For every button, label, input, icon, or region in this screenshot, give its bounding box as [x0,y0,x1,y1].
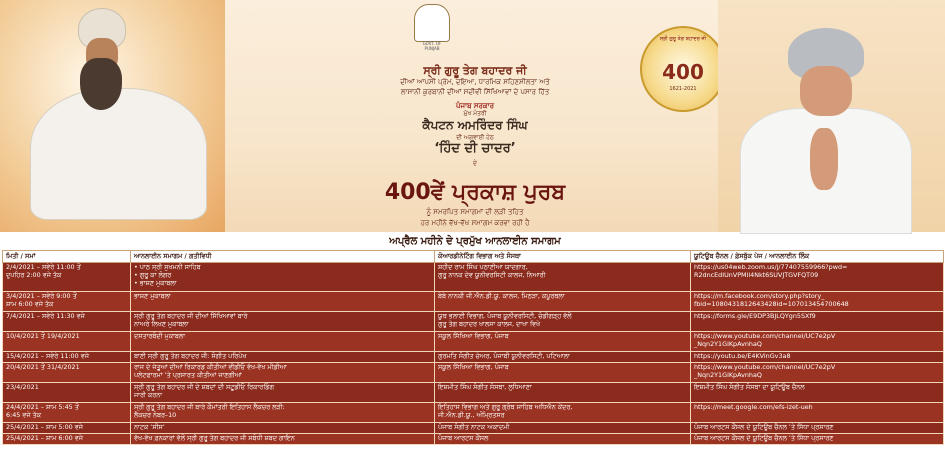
table-row [3,423,944,434]
cm-portrait [718,0,945,232]
events-table [2,250,944,445]
cell-date: 25/4/2021 – ਸ਼ਾਮ 6:00 ਵਜੇ [3,434,131,445]
table-row [3,403,944,423]
cell-organizer: ਸਕੂਲ ਸਿੱਖਿਆ ਵਿਭਾਗ, ਪੰਜਾਬ [435,332,691,352]
emblem-number: 400 [662,60,704,84]
cell-link: ਪੰਜਾਬ ਆਰਟਸ ਕੌਂਸਲ ਦੇ ਯੂਟਿਊਬ ਚੈਨਲ ’ਤੇ ਸਿੱਧਾ ਪ੍ਰਸਾਰਣ [691,423,944,434]
cell-organizer: ਇਤਿਹਾਸ ਵਿਭਾਗ ਅਤੇ ਗੁਰੂ ਗ੍ਰੰਥ ਸਾਹਿਬ ਅਧਿਐਨ ਕੇਂਦਰ, ਜੀ.ਐਨ.ਡੀ.ਯੂ., ਅੰਮ੍ਰਿਤਸਰ [435,403,691,423]
govt: ਪੰਜਾਬ ਸਰਕਾਰ [455,102,494,110]
cell-event: ਰਾਜ ਦੇ ਜੇਤੂਆਂ ਦੀਆਂ ਰਿਕਾਰਡ ਕੀਤੀਆਂ ਵੀਡੀਓ ਵੱਖ-ਵੱਖ ਮੀਡੀਆ ਪਲੇਟਫਾਰਮਾਂ ’ਤੇ ਪ੍ਰਸਾਰਤ ਕੀਤੀਆਂ ਜਾਣਗੀਆਂ [131,363,435,383]
emblem-caption: GOVT. OF PUNJAB [422,41,442,51]
cell-link: ਪੰਜਾਬ ਆਰਟਸ ਕੌਂਸਲ ਦੇ ਯੂਟਿਊਬ ਚੈਨਲ ’ਤੇ ਸਿੱਧਾ ਪ੍ਰਸਾਰਣ [691,434,944,445]
cell-link: ਇਸ਼ਮੀਤ ਸਿੰਘ ਸੰਗੀਤ ਸੰਸਥਾ ਦਾ ਯੂਟਿਊਬ ਚੈਨਲ [691,383,944,403]
header-event: ਆਨਲਾਈਨ ਸਮਾਗਮ / ਗਤੀਵਿਧੀ [131,251,435,263]
cell-event: • ਪਾਠ ਸ੍ਰੀ ਸੁਖਮਨੀ ਸਾਹਿਬ • ਗੁਰੂ ਕਾ ਲੰਗਰ • ਭਾਸ਼ਣ ਮੁਕਾਬਲਾ [131,263,435,292]
cell-date: 2/4/2021 – ਸਵੇਰੇ 11:00 ਤੋਂ ਦੁਪਹਿਰ 2:00 ਵਜੇ ਤੱਕ [3,263,131,292]
cell-event: ਬਾਣੀ ਸ੍ਰੀ ਗੁਰੂ ਤੇਗ ਬਹਾਦਰ ਜੀ: ਸੰਗੀਤ ਪਰਿਪੇਖ [131,352,435,363]
table-row [3,352,944,363]
cell-date: 7/4/2021 – ਸਵੇਰੇ 11:30 ਵਜੇ [3,312,131,332]
cell-event: ਭਾਸ਼ਣ ਮੁਕਾਬਲਾ [131,292,435,312]
cell-event: ਸ੍ਰੀ ਗੁਰੂ ਤੇਗ ਬਹਾਦਰ ਜੀ ਬਾਰੇ ਕੌਮਾਂਤਰੀ ਇਤਿਹਾਸ ਲੈਕਚਰ ਲੜੀ: ਲੈਕਚਰ ਨੰਬਰ–10 [131,403,435,423]
guru-portrait [0,0,225,232]
table-row [3,383,944,403]
cell-date: 3/4/2021 – ਸਵੇਰੇ 9:00 ਤੋਂ ਸ਼ਾਮ 6:00 ਵਜੇ ਤੱਕ [3,292,131,312]
emblem-top: ਸ੍ਰੀ ਗੁਰੂ ਤੇਗ ਬਹਾਦਰ ਜੀ [659,36,707,42]
cm-name: ਕੈਪਟਨ ਅਮਰਿੰਦਰ ਸਿੰਘ [422,118,528,132]
cell-event: ਨਾਟਕ ‘ਸੀਸ’ [131,423,435,434]
cell-organizer: ਬੇਬੇ ਨਾਨਕੀ ਜੀ.ਐਨ.ਡੀ.ਯੂ. ਕਾਲਜ, ਮਿਠੜਾ, ਕਪੂਰਥਲਾ [435,292,691,312]
beard-shape [80,58,122,110]
folded-hands-shape [810,128,838,190]
cm-title: ਮੁੱਖ ਮੰਤਰੀ [463,110,487,117]
cell-organizer: ਸ਼ਹੀਦ ਰਾਮ ਸਿੰਘ ਪਠਾਣੀਆ ਯਾਦਗਾਰ, ਗੁਰੂ ਨਾਨਕ ਦੇਵ ਯੂਨੀਵਰਸਿਟੀ ਕਾਲਜ, ਨਿਆਰੀ [435,263,691,292]
cell-organizer: ਇਸ਼ਮੀਤ ਸਿੰਘ ਸੰਗੀਤ ਸੰਸਥਾ, ਲੁਧਿਆਣਾ [435,383,691,403]
face-shape [800,66,852,116]
cell-organizer: ਪੰਜਾਬ ਸੰਗੀਤ ਨਾਟਕ ਅਕਾਦਮੀ [435,423,691,434]
cell-event: ਵੱਖ-ਵੱਖ ਫ਼ਨਕਾਰਾਂ ਵੱਲੋਂ ਸ੍ਰੀ ਗੁਰੂ ਤੇਗ ਬਹਾਦਰ ਜੀ ਸਬੰਧੀ ਸ਼ਬਦ ਗਾਇਨ [131,434,435,445]
cell-link[interactable]: https://us04web.zoom.us/j/77407559966?pwd= R2dncEdIUnVPMll4Nkt6SUVJTGVFQT09 [691,263,944,292]
cell-date: 15/4/2021 – ਸਵੇਰੇ 11:00 ਵਜੇ [3,352,131,363]
cell-link[interactable]: https://youtu.be/E4KVinGv3a8 [691,352,944,363]
table-row [3,292,944,312]
leadership: ਦੀ ਅਗਵਾਈ ਹੇਠ [456,134,494,141]
line1: ਦੀਆਂ ਆਪਸੀ ਪ੍ਰੇਮ, ਦਇਆ, ਧਾਰਮਿਕ ਸਹਿਣਸ਼ੀਲਤਾ ਅਤੇ [400,78,550,86]
cell-date: 25/4/2021 – ਸ਼ਾਮ 5:00 ਵਜੇ [3,423,131,434]
line3: ਨੂੰ ਸਮਰਪਿਤ ਸਮਾਗਮਾਂ ਦੀ ਲੜੀ ਤਹਿਤ [426,208,524,216]
cell-date: 10/4/2021 ਤੋਂ 19/4/2021 [3,332,131,352]
cell-link[interactable]: https://www.youtube.com/channel/UC7e2pV _Nqn2Y1GlKpAvnhaQ [691,332,944,352]
cell-date: 23/4/2021 [3,383,131,403]
table-row [3,332,944,352]
table-row [3,363,944,383]
de: ਦੇ [473,160,477,167]
header-date: ਮਿਤੀ / ਸਮਾਂ [3,251,131,263]
cell-event: ਸ੍ਰੀ ਗੁਰੂ ਤੇਗ ਬਹਾਦਰ ਜੀ ਦੀਆਂ ਸਿੱਖਿਆਵਾਂ ਬਾਰੇ ਨਾਅਰੇ ਲਿਖਣ ਮੁਕਾਬਲਾ [131,312,435,332]
cell-organizer: ਸਕੂਲ ਸਿੱਖਿਆ ਵਿਭਾਗ, ਪੰਜਾਬ [435,363,691,383]
cell-organizer: ਪੰਜਾਬ ਆਰਟਸ ਕੌਂਸਲ [435,434,691,445]
subtitle: ਅਪ੍ਰੈਲ ਮਹੀਨੇ ਦੇ ਪ੍ਰਮੁੱਖ ਆਨਲਾਈਨ ਸਮਾਗਮ [389,236,561,247]
hind-di-chadar: ‘ਹਿੰਦ ਦੀ ਚਾਦਰ’ [434,141,516,156]
line2: ਲਾਸਾਨੀ ਕੁਰਬਾਨੀ ਦੀਆਂ ਸਦੀਵੀ ਸਿੱਖਿਆਵਾਂ ਦੇ ਪਸਾਰ ਹਿੱਤ [400,88,550,96]
table-row [3,434,944,445]
cell-link[interactable]: https://meet.google.com/efs-izet-ueh [691,403,944,423]
cell-organizer: ਗੁਰਮਤਿ ਸੰਗੀਤ ਚੇਅਰ, ਪੰਜਾਬੀ ਯੂਨੀਵਰਸਿਟੀ, ਪਟਿਆਲਾ [435,352,691,363]
cell-date: 20/4/2021 ਤੋਂ 31/4/2021 [3,363,131,383]
purab-heading: 400ਵੇਂ ਪ੍ਰਕਾਸ਼ ਪੁਰਬ [384,180,566,205]
cell-date: 24/4/2021 – ਸ਼ਾਮ 5:45 ਤੋਂ 6:45 ਵਜੇ ਤੱਕ [3,403,131,423]
cell-link[interactable]: https://www.youtube.com/channel/UC7e2pV _Nqn2Y1GlKpAvnhaQ [691,363,944,383]
anniversary-emblem [640,26,726,112]
cell-link[interactable]: https://forms.gle/E9DP3BJLQYgn5SXf9 [691,312,944,332]
cell-event: ਸ੍ਰੀ ਗੁਰੂ ਤੇਗ ਬਹਾਦਰ ਜੀ ਦੇ ਸ਼ਬਦਾਂ ਦੀ ਸਟੂਡੀਓ ਰਿਕਾਰਡਿੰਗ ਜਾਰੀ ਕਰਨਾ [131,383,435,403]
emblem-years: 1621-2021 [669,86,697,92]
table-header-row [3,251,944,263]
line4: ਹਰ ਮਹੀਨੇ ਵੱਖ-ਵੱਖ ਸਮਾਗਮ ਕਰਵਾ ਰਹੀ ਹੈ [420,219,530,227]
robe-shape [30,88,207,220]
header-link: ਯੂਟਿਊਬ ਚੈਨਲ / ਫ਼ੇਸਬੁੱਕ ਪੇਜ / ਆਨਲਾਈਨ ਲਿੰਕ [691,251,944,263]
cell-organizer: ਯੂਥ ਭਲਾਈ ਵਿਭਾਗ, ਪੰਜਾਬ ਯੂਨੀਵਰਸਿਟੀ, ਚੰਡੀਗੜ੍ਹ ਵੱਲੋਂ ਗੁਰੂ ਤੇਗ ਬਹਾਦਰ ਖਾਲਸਾ ਕਾਲਜ, ਦਾਖਾ ਵਿਖੇ [435,312,691,332]
title: ਸ੍ਰੀ ਗੁਰੂ ਤੇਗ ਬਹਾਦਰ ਜੀ [423,64,527,77]
table-row [3,312,944,332]
cell-event: ਦਸਤਾਰਬੰਦੀ ਮੁਕਾਬਲਾ [131,332,435,352]
table-row [3,263,944,292]
cell-link[interactable]: https://m.facebook.com/story.php?story_ fbid=1080431812643428id=107013454700648 [691,292,944,312]
state-emblem [414,4,450,51]
header-organizer: ਕੋਆਰਡੀਨੇਟਿੰਗ ਵਿਭਾਗ ਅਤੇ ਸੰਸਥਾ [435,251,691,263]
